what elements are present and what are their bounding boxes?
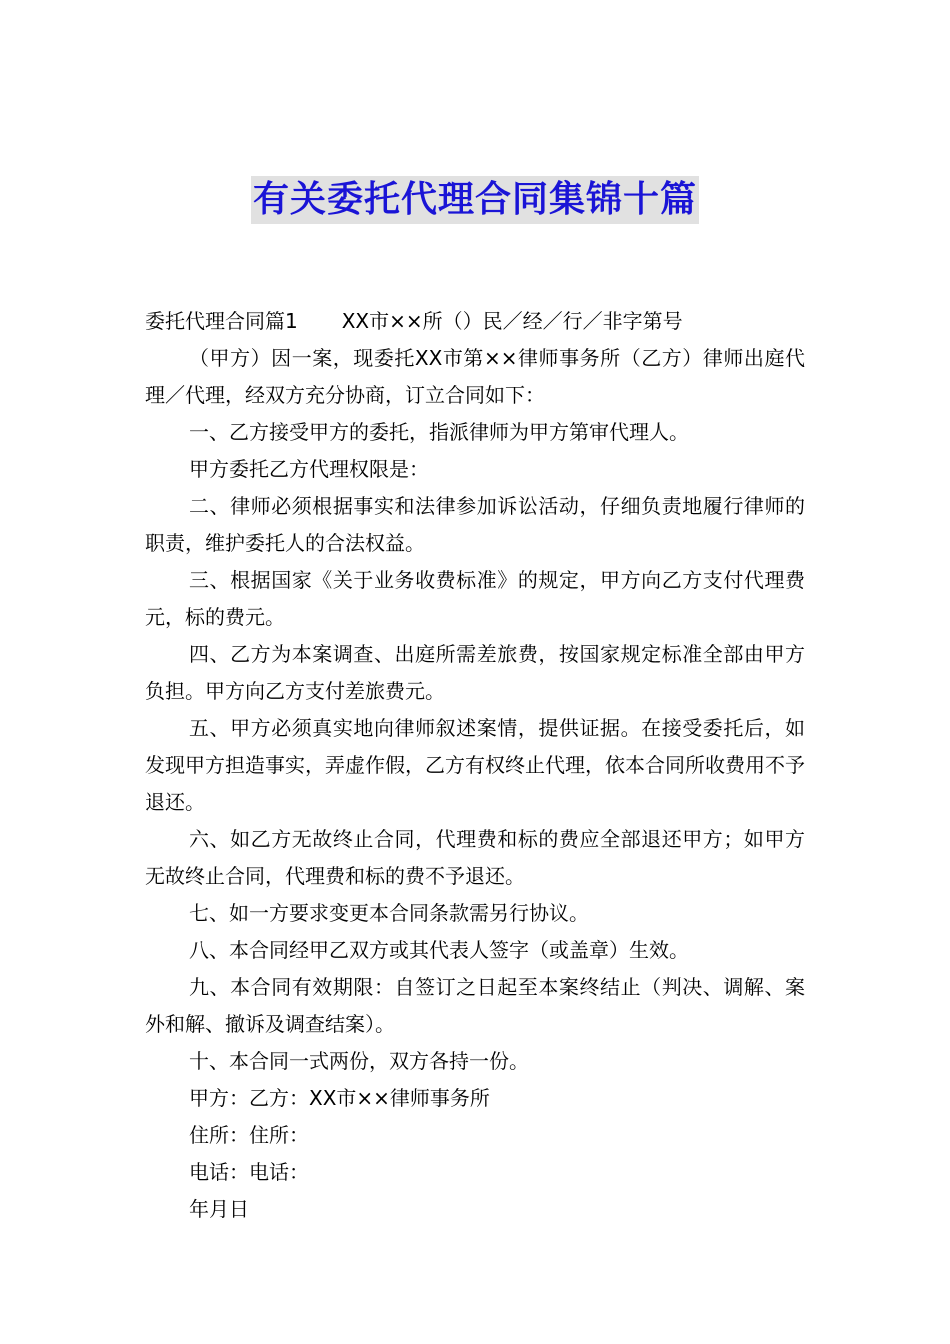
paragraph: 七、如一方要求变更本合同条款需另行协议。: [189, 901, 589, 925]
signature-parties: 甲方：乙方：XX市××律师事务所: [189, 1086, 490, 1110]
paragraph: 一、乙方接受甲方的委托，指派律师为甲方第审代理人。: [189, 420, 689, 444]
paragraph: （甲方）因一案，现委托XX市第××律师事务所（乙方）律师出庭代理／代理，经双方充分协商，订立合同如下：: [145, 346, 805, 407]
signature-date: 年月日: [189, 1197, 249, 1221]
title-block: [0, 176, 950, 224]
document-body: [145, 303, 805, 1228]
paragraph: 十、本合同一式两份，双方各持一份。: [189, 1049, 529, 1073]
paragraph: 三、根据国家《关于业务收费标准》的规定，甲方向乙方支付代理费元，标的费元。: [145, 568, 805, 629]
heading-label: 委托代理合同篇1: [145, 309, 298, 333]
heading-line: [145, 303, 805, 340]
signature-phone: 电话：电话：: [189, 1160, 309, 1184]
paragraph: 九、本合同有效期限：自签订之日起至本案终结止（判决、调解、案外和解、撤诉及调查结案）。: [145, 975, 805, 1036]
paragraph: 六、如乙方无故终止合同，代理费和标的费应全部退还甲方；如甲方无故终止合同，代理费和标的费不予退还。: [145, 827, 805, 888]
heading-case-number: XX市××所（）民／经／行／非字第号: [341, 309, 683, 333]
signature-address: 住所：住所：: [189, 1123, 309, 1147]
paragraph: 甲方委托乙方代理权限是：: [189, 457, 429, 481]
paragraph: 二、律师必须根据事实和法律参加诉讼活动，仔细负责地履行律师的职责，维护委托人的合法权益。: [145, 494, 805, 555]
document-title: 有关委托代理合同集锦十篇: [251, 176, 699, 224]
paragraph: 五、甲方必须真实地向律师叙述案情，提供证据。在接受委托后，如发现甲方担造事实，弄虚作假，乙方有权终止代理，依本合同所收费用不予退还。: [145, 716, 805, 814]
paragraph: 四、乙方为本案调查、出庭所需差旅费，按国家规定标准全部由甲方负担。甲方向乙方支付差旅费元。: [145, 642, 805, 703]
paragraph: 八、本合同经甲乙双方或其代表人签字（或盖章）生效。: [189, 938, 689, 962]
